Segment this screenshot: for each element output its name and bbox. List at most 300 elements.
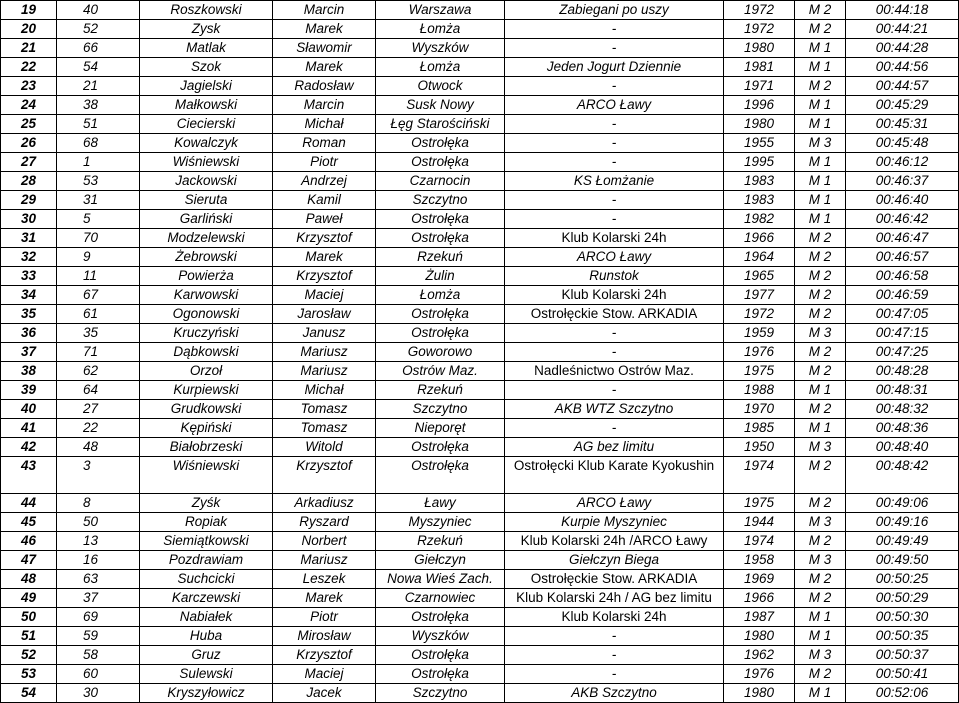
table-row bbox=[1, 589, 959, 608]
time-cell: 00:50:35 bbox=[846, 627, 959, 646]
place-cell: 28 bbox=[1, 172, 57, 191]
place-cell: 54 bbox=[1, 684, 57, 703]
last-name-cell: Małkowski bbox=[140, 96, 273, 115]
city-cell: Nieporęt bbox=[376, 419, 505, 438]
place-cell: 22 bbox=[1, 58, 57, 77]
city-cell: Wyszków bbox=[376, 39, 505, 58]
bib-number-cell: 62 bbox=[57, 362, 140, 381]
first-name-cell: Janusz bbox=[273, 324, 376, 343]
city-cell: Ostrołęka bbox=[376, 646, 505, 665]
first-name-cell: Krzysztof bbox=[273, 457, 376, 494]
city-cell: Czarnocin bbox=[376, 172, 505, 191]
city-cell: Otwock bbox=[376, 77, 505, 96]
bib-number-cell: 21 bbox=[57, 77, 140, 96]
category-cell: M 2 bbox=[795, 20, 846, 39]
place-cell: 30 bbox=[1, 210, 57, 229]
time-cell: 00:48:40 bbox=[846, 438, 959, 457]
category-cell: M 2 bbox=[795, 248, 846, 267]
table-row bbox=[1, 324, 959, 343]
city-cell: Żulin bbox=[376, 267, 505, 286]
first-name-cell: Ryszard bbox=[273, 513, 376, 532]
club-cell: Zabiegani po uszy bbox=[505, 1, 724, 20]
category-cell: M 2 bbox=[795, 362, 846, 381]
club-cell: - bbox=[505, 646, 724, 665]
category-cell: M 3 bbox=[795, 438, 846, 457]
table-row bbox=[1, 305, 959, 324]
category-cell: M 1 bbox=[795, 419, 846, 438]
city-cell: Ławy bbox=[376, 494, 505, 513]
category-cell: M 3 bbox=[795, 134, 846, 153]
table-row bbox=[1, 646, 959, 665]
birth-year-cell: 1975 bbox=[724, 362, 795, 381]
birth-year-cell: 1977 bbox=[724, 286, 795, 305]
category-cell: M 1 bbox=[795, 684, 846, 703]
place-cell: 41 bbox=[1, 419, 57, 438]
birth-year-cell: 1976 bbox=[724, 665, 795, 684]
birth-year-cell: 1972 bbox=[724, 305, 795, 324]
place-cell: 50 bbox=[1, 608, 57, 627]
birth-year-cell: 1982 bbox=[724, 210, 795, 229]
table-row bbox=[1, 684, 959, 703]
place-cell: 25 bbox=[1, 115, 57, 134]
first-name-cell: Krzysztof bbox=[273, 646, 376, 665]
first-name-cell: Jacek bbox=[273, 684, 376, 703]
category-cell: M 1 bbox=[795, 627, 846, 646]
place-cell: 49 bbox=[1, 589, 57, 608]
time-cell: 00:45:31 bbox=[846, 115, 959, 134]
last-name-cell: Matlak bbox=[140, 39, 273, 58]
place-cell: 43 bbox=[1, 457, 57, 494]
last-name-cell: Roszkowski bbox=[140, 1, 273, 20]
table-row bbox=[1, 153, 959, 172]
bib-number-cell: 38 bbox=[57, 96, 140, 115]
city-cell: Ostrołęka bbox=[376, 305, 505, 324]
first-name-cell: Marek bbox=[273, 20, 376, 39]
first-name-cell: Arkadiusz bbox=[273, 494, 376, 513]
bib-number-cell: 54 bbox=[57, 58, 140, 77]
city-cell: Łęg Starościński bbox=[376, 115, 505, 134]
city-cell: Ostrołęka bbox=[376, 134, 505, 153]
time-cell: 00:48:42 bbox=[846, 457, 959, 494]
birth-year-cell: 1950 bbox=[724, 438, 795, 457]
birth-year-cell: 1962 bbox=[724, 646, 795, 665]
time-cell: 00:49:49 bbox=[846, 532, 959, 551]
birth-year-cell: 1974 bbox=[724, 532, 795, 551]
time-cell: 00:46:37 bbox=[846, 172, 959, 191]
time-cell: 00:44:56 bbox=[846, 58, 959, 77]
birth-year-cell: 1995 bbox=[724, 153, 795, 172]
first-name-cell: Kamil bbox=[273, 191, 376, 210]
last-name-cell: Żebrowski bbox=[140, 248, 273, 267]
first-name-cell: Michał bbox=[273, 115, 376, 134]
birth-year-cell: 1964 bbox=[724, 248, 795, 267]
time-cell: 00:44:57 bbox=[846, 77, 959, 96]
bib-number-cell: 60 bbox=[57, 665, 140, 684]
bib-number-cell: 9 bbox=[57, 248, 140, 267]
birth-year-cell: 1980 bbox=[724, 684, 795, 703]
city-cell: Rzekuń bbox=[376, 381, 505, 400]
place-cell: 47 bbox=[1, 551, 57, 570]
place-cell: 45 bbox=[1, 513, 57, 532]
club-cell: AKB WTZ Szczytno bbox=[505, 400, 724, 419]
first-name-cell: Mirosław bbox=[273, 627, 376, 646]
first-name-cell: Maciej bbox=[273, 665, 376, 684]
club-cell: - bbox=[505, 419, 724, 438]
bib-number-cell: 63 bbox=[57, 570, 140, 589]
birth-year-cell: 1983 bbox=[724, 191, 795, 210]
time-cell: 00:48:32 bbox=[846, 400, 959, 419]
first-name-cell: Witold bbox=[273, 438, 376, 457]
last-name-cell: Białobrzeski bbox=[140, 438, 273, 457]
bib-number-cell: 40 bbox=[57, 1, 140, 20]
time-cell: 00:49:50 bbox=[846, 551, 959, 570]
place-cell: 32 bbox=[1, 248, 57, 267]
first-name-cell: Sławomir bbox=[273, 39, 376, 58]
club-cell: - bbox=[505, 39, 724, 58]
time-cell: 00:49:06 bbox=[846, 494, 959, 513]
bib-number-cell: 58 bbox=[57, 646, 140, 665]
last-name-cell: Siemiątkowski bbox=[140, 532, 273, 551]
first-name-cell: Piotr bbox=[273, 153, 376, 172]
city-cell: Czarnowiec bbox=[376, 589, 505, 608]
table-row bbox=[1, 172, 959, 191]
club-cell: - bbox=[505, 324, 724, 343]
category-cell: M 2 bbox=[795, 343, 846, 362]
last-name-cell: Karwowski bbox=[140, 286, 273, 305]
club-cell: Jeden Jogurt Dziennie bbox=[505, 58, 724, 77]
club-cell: - bbox=[505, 153, 724, 172]
place-cell: 26 bbox=[1, 134, 57, 153]
category-cell: M 1 bbox=[795, 381, 846, 400]
city-cell: Nowa Wieś Zach. bbox=[376, 570, 505, 589]
first-name-cell: Piotr bbox=[273, 608, 376, 627]
first-name-cell: Michał bbox=[273, 381, 376, 400]
category-cell: M 2 bbox=[795, 589, 846, 608]
first-name-cell: Tomasz bbox=[273, 419, 376, 438]
club-cell: - bbox=[505, 210, 724, 229]
time-cell: 00:44:18 bbox=[846, 1, 959, 20]
city-cell: Ostrołęka bbox=[376, 457, 505, 494]
birth-year-cell: 1969 bbox=[724, 570, 795, 589]
bib-number-cell: 5 bbox=[57, 210, 140, 229]
first-name-cell: Mariusz bbox=[273, 551, 376, 570]
time-cell: 00:46:42 bbox=[846, 210, 959, 229]
bib-number-cell: 64 bbox=[57, 381, 140, 400]
last-name-cell: Zysk bbox=[140, 20, 273, 39]
bib-number-cell: 70 bbox=[57, 229, 140, 248]
place-cell: 48 bbox=[1, 570, 57, 589]
time-cell: 00:48:31 bbox=[846, 381, 959, 400]
category-cell: M 2 bbox=[795, 400, 846, 419]
last-name-cell: Huba bbox=[140, 627, 273, 646]
bib-number-cell: 48 bbox=[57, 438, 140, 457]
table-row bbox=[1, 419, 959, 438]
club-cell: Klub Kolarski 24h bbox=[505, 286, 724, 305]
city-cell: Ostrołęka bbox=[376, 229, 505, 248]
city-cell: Ostrołęka bbox=[376, 608, 505, 627]
table-row bbox=[1, 570, 959, 589]
time-cell: 00:50:29 bbox=[846, 589, 959, 608]
place-cell: 20 bbox=[1, 20, 57, 39]
place-cell: 37 bbox=[1, 343, 57, 362]
time-cell: 00:46:40 bbox=[846, 191, 959, 210]
category-cell: M 1 bbox=[795, 153, 846, 172]
time-cell: 00:44:28 bbox=[846, 39, 959, 58]
last-name-cell: Modzelewski bbox=[140, 229, 273, 248]
birth-year-cell: 1958 bbox=[724, 551, 795, 570]
last-name-cell: Wiśniewski bbox=[140, 153, 273, 172]
birth-year-cell: 1970 bbox=[724, 400, 795, 419]
last-name-cell: Dąbkowski bbox=[140, 343, 273, 362]
last-name-cell: Nabiałek bbox=[140, 608, 273, 627]
time-cell: 00:47:15 bbox=[846, 324, 959, 343]
club-cell: - bbox=[505, 343, 724, 362]
bib-number-cell: 30 bbox=[57, 684, 140, 703]
category-cell: M 2 bbox=[795, 457, 846, 494]
table-row bbox=[1, 134, 959, 153]
club-cell: Ostrołęckie Stow. ARKADIA bbox=[505, 305, 724, 324]
first-name-cell: Andrzej bbox=[273, 172, 376, 191]
table-row bbox=[1, 77, 959, 96]
birth-year-cell: 1988 bbox=[724, 381, 795, 400]
bib-number-cell: 68 bbox=[57, 134, 140, 153]
birth-year-cell: 1985 bbox=[724, 419, 795, 438]
time-cell: 00:46:12 bbox=[846, 153, 959, 172]
city-cell: Łomża bbox=[376, 58, 505, 77]
bib-number-cell: 35 bbox=[57, 324, 140, 343]
club-cell: - bbox=[505, 77, 724, 96]
club-cell: AG bez limitu bbox=[505, 438, 724, 457]
bib-number-cell: 53 bbox=[57, 172, 140, 191]
place-cell: 52 bbox=[1, 646, 57, 665]
bib-number-cell: 59 bbox=[57, 627, 140, 646]
table-row bbox=[1, 39, 959, 58]
last-name-cell: Powierża bbox=[140, 267, 273, 286]
birth-year-cell: 1959 bbox=[724, 324, 795, 343]
table-row bbox=[1, 457, 959, 494]
birth-year-cell: 1987 bbox=[724, 608, 795, 627]
category-cell: M 2 bbox=[795, 1, 846, 20]
place-cell: 23 bbox=[1, 77, 57, 96]
last-name-cell: Pozdrawiam bbox=[140, 551, 273, 570]
category-cell: M 2 bbox=[795, 305, 846, 324]
place-cell: 29 bbox=[1, 191, 57, 210]
last-name-cell: Garliński bbox=[140, 210, 273, 229]
category-cell: M 3 bbox=[795, 513, 846, 532]
table-row bbox=[1, 400, 959, 419]
first-name-cell: Krzysztof bbox=[273, 267, 376, 286]
last-name-cell: Sulewski bbox=[140, 665, 273, 684]
club-cell: Nadleśnictwo Ostrów Maz. bbox=[505, 362, 724, 381]
club-cell: - bbox=[505, 665, 724, 684]
place-cell: 36 bbox=[1, 324, 57, 343]
club-cell: Giełczyn Biega bbox=[505, 551, 724, 570]
category-cell: M 2 bbox=[795, 494, 846, 513]
table-row bbox=[1, 494, 959, 513]
place-cell: 24 bbox=[1, 96, 57, 115]
place-cell: 40 bbox=[1, 400, 57, 419]
table-row bbox=[1, 20, 959, 39]
birth-year-cell: 1944 bbox=[724, 513, 795, 532]
table-row bbox=[1, 513, 959, 532]
category-cell: M 2 bbox=[795, 286, 846, 305]
city-cell: Myszyniec bbox=[376, 513, 505, 532]
table-row bbox=[1, 627, 959, 646]
bib-number-cell: 1 bbox=[57, 153, 140, 172]
table-row bbox=[1, 210, 959, 229]
last-name-cell: Grudkowski bbox=[140, 400, 273, 419]
city-cell: Ostrołęka bbox=[376, 324, 505, 343]
table-row bbox=[1, 608, 959, 627]
table-row bbox=[1, 532, 959, 551]
club-cell: Klub Kolarski 24h /ARCO Ławy bbox=[505, 532, 724, 551]
first-name-cell: Marek bbox=[273, 589, 376, 608]
last-name-cell: Orzoł bbox=[140, 362, 273, 381]
city-cell: Szczytno bbox=[376, 684, 505, 703]
city-cell: Ostrołęka bbox=[376, 153, 505, 172]
place-cell: 21 bbox=[1, 39, 57, 58]
category-cell: M 1 bbox=[795, 608, 846, 627]
city-cell: Łomża bbox=[376, 286, 505, 305]
city-cell: Rzekuń bbox=[376, 532, 505, 551]
time-cell: 00:47:05 bbox=[846, 305, 959, 324]
last-name-cell: Jagielski bbox=[140, 77, 273, 96]
bib-number-cell: 27 bbox=[57, 400, 140, 419]
bib-number-cell: 52 bbox=[57, 20, 140, 39]
table-row bbox=[1, 191, 959, 210]
time-cell: 00:45:29 bbox=[846, 96, 959, 115]
birth-year-cell: 1966 bbox=[724, 589, 795, 608]
club-cell: - bbox=[505, 134, 724, 153]
time-cell: 00:47:25 bbox=[846, 343, 959, 362]
last-name-cell: Karczewski bbox=[140, 589, 273, 608]
birth-year-cell: 1976 bbox=[724, 343, 795, 362]
birth-year-cell: 1972 bbox=[724, 20, 795, 39]
birth-year-cell: 1955 bbox=[724, 134, 795, 153]
category-cell: M 1 bbox=[795, 39, 846, 58]
birth-year-cell: 1981 bbox=[724, 58, 795, 77]
time-cell: 00:46:47 bbox=[846, 229, 959, 248]
birth-year-cell: 1996 bbox=[724, 96, 795, 115]
birth-year-cell: 1980 bbox=[724, 115, 795, 134]
time-cell: 00:50:41 bbox=[846, 665, 959, 684]
last-name-cell: Szok bbox=[140, 58, 273, 77]
first-name-cell: Mariusz bbox=[273, 343, 376, 362]
category-cell: M 1 bbox=[795, 210, 846, 229]
bib-number-cell: 11 bbox=[57, 267, 140, 286]
birth-year-cell: 1966 bbox=[724, 229, 795, 248]
first-name-cell: Maciej bbox=[273, 286, 376, 305]
club-cell: Klub Kolarski 24h / AG bez limitu bbox=[505, 589, 724, 608]
last-name-cell: Wiśniewski bbox=[140, 457, 273, 494]
club-cell: Runstok bbox=[505, 267, 724, 286]
bib-number-cell: 51 bbox=[57, 115, 140, 134]
last-name-cell: Ogonowski bbox=[140, 305, 273, 324]
category-cell: M 1 bbox=[795, 115, 846, 134]
last-name-cell: Sieruta bbox=[140, 191, 273, 210]
time-cell: 00:46:58 bbox=[846, 267, 959, 286]
category-cell: M 2 bbox=[795, 267, 846, 286]
table-row bbox=[1, 438, 959, 457]
club-cell: Klub Kolarski 24h bbox=[505, 229, 724, 248]
place-cell: 35 bbox=[1, 305, 57, 324]
place-cell: 34 bbox=[1, 286, 57, 305]
city-cell: Ostrów Maz. bbox=[376, 362, 505, 381]
club-cell: Ostrołęckie Stow. ARKADIA bbox=[505, 570, 724, 589]
birth-year-cell: 1965 bbox=[724, 267, 795, 286]
category-cell: M 3 bbox=[795, 551, 846, 570]
bib-number-cell: 71 bbox=[57, 343, 140, 362]
first-name-cell: Krzysztof bbox=[273, 229, 376, 248]
first-name-cell: Leszek bbox=[273, 570, 376, 589]
place-cell: 51 bbox=[1, 627, 57, 646]
club-cell: - bbox=[505, 115, 724, 134]
results-body bbox=[1, 1, 959, 703]
table-row bbox=[1, 267, 959, 286]
club-cell: Kurpie Myszyniec bbox=[505, 513, 724, 532]
last-name-cell: Kępiński bbox=[140, 419, 273, 438]
place-cell: 46 bbox=[1, 532, 57, 551]
city-cell: Goworowo bbox=[376, 343, 505, 362]
city-cell: Łomża bbox=[376, 20, 505, 39]
category-cell: M 2 bbox=[795, 229, 846, 248]
place-cell: 33 bbox=[1, 267, 57, 286]
first-name-cell: Norbert bbox=[273, 532, 376, 551]
table-row bbox=[1, 362, 959, 381]
first-name-cell: Marek bbox=[273, 248, 376, 267]
first-name-cell: Mariusz bbox=[273, 362, 376, 381]
time-cell: 00:52:06 bbox=[846, 684, 959, 703]
bib-number-cell: 67 bbox=[57, 286, 140, 305]
city-cell: Szczytno bbox=[376, 400, 505, 419]
time-cell: 00:46:59 bbox=[846, 286, 959, 305]
first-name-cell: Marek bbox=[273, 58, 376, 77]
place-cell: 39 bbox=[1, 381, 57, 400]
table-row bbox=[1, 229, 959, 248]
table-row bbox=[1, 551, 959, 570]
time-cell: 00:46:57 bbox=[846, 248, 959, 267]
last-name-cell: Ropiak bbox=[140, 513, 273, 532]
category-cell: M 1 bbox=[795, 191, 846, 210]
time-cell: 00:50:37 bbox=[846, 646, 959, 665]
first-name-cell: Radosław bbox=[273, 77, 376, 96]
place-cell: 42 bbox=[1, 438, 57, 457]
city-cell: Giełczyn bbox=[376, 551, 505, 570]
city-cell: Susk Nowy bbox=[376, 96, 505, 115]
club-cell: - bbox=[505, 381, 724, 400]
time-cell: 00:48:36 bbox=[846, 419, 959, 438]
first-name-cell: Jarosław bbox=[273, 305, 376, 324]
table-row bbox=[1, 96, 959, 115]
club-cell: ARCO Ławy bbox=[505, 248, 724, 267]
place-cell: 19 bbox=[1, 1, 57, 20]
table-row bbox=[1, 115, 959, 134]
table-row bbox=[1, 58, 959, 77]
bib-number-cell: 31 bbox=[57, 191, 140, 210]
club-cell: - bbox=[505, 20, 724, 39]
place-cell: 31 bbox=[1, 229, 57, 248]
birth-year-cell: 1971 bbox=[724, 77, 795, 96]
category-cell: M 2 bbox=[795, 77, 846, 96]
category-cell: M 1 bbox=[795, 58, 846, 77]
last-name-cell: Jackowski bbox=[140, 172, 273, 191]
time-cell: 00:50:25 bbox=[846, 570, 959, 589]
first-name-cell: Marcin bbox=[273, 1, 376, 20]
bib-number-cell: 50 bbox=[57, 513, 140, 532]
club-cell: - bbox=[505, 627, 724, 646]
first-name-cell: Roman bbox=[273, 134, 376, 153]
birth-year-cell: 1983 bbox=[724, 172, 795, 191]
